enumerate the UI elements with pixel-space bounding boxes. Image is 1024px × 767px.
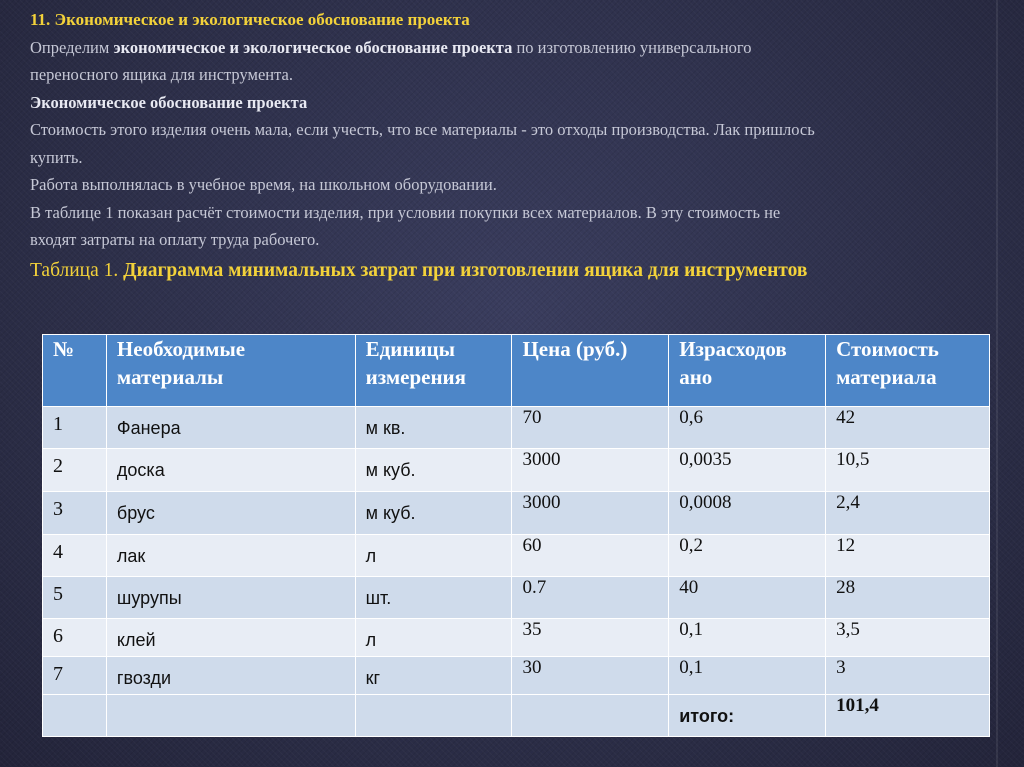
cell-number: 2: [43, 449, 107, 492]
cell-used: 0,0035: [669, 449, 826, 492]
intro-line-2: переносного ящика для инструмента.: [30, 65, 293, 84]
slide-heading: 11. Экономическое и экологическое обоснование проекта: [30, 10, 470, 29]
cell-cost: 42: [826, 407, 990, 449]
cell-empty: [355, 695, 512, 737]
cell-price: 60: [512, 535, 669, 577]
table-total-row: [43, 695, 990, 737]
table-caption: [30, 256, 1000, 286]
cell-material: гвозди: [106, 657, 355, 695]
cell-unit: м куб.: [355, 449, 512, 492]
cell-material: клей: [106, 619, 355, 657]
caption-bold: Диаграмма минимальных затрат при изготовлении ящика для инструментов: [123, 259, 808, 281]
cell-material: брус: [106, 492, 355, 535]
cell-cost: 3,5: [826, 619, 990, 657]
header-materials: Необходимые материалы: [106, 335, 355, 407]
para2: Работа выполнялась в учебное время, на школьном оборудовании.: [30, 175, 497, 194]
cell-empty: [43, 695, 107, 737]
cell-unit: м кв.: [355, 407, 512, 449]
header-units: Единицы измерения: [355, 335, 512, 407]
header-price: Цена (руб.): [512, 335, 669, 407]
header-cost: Стоимость материала: [826, 335, 990, 407]
cell-cost: 12: [826, 535, 990, 577]
slide-edge-decoration: [996, 0, 998, 767]
caption-prefix: Таблица 1.: [30, 259, 124, 281]
cell-empty: [106, 695, 355, 737]
cell-used: 0,1: [669, 657, 826, 695]
intro-suffix: по изготовлению универсального: [512, 37, 752, 57]
cell-cost: 2,4: [826, 492, 990, 535]
total-value: 101,4: [826, 695, 990, 737]
para3-line1: В таблице 1 показан расчёт стоимости изделия, при условии покупки всех материалов. В эту стоимость не: [30, 202, 781, 222]
cell-number: 3: [43, 492, 107, 535]
table-row: [43, 492, 990, 535]
cell-number: 5: [43, 577, 107, 619]
cell-used: 0,1: [669, 619, 826, 657]
cell-used: 0,2: [669, 535, 826, 577]
slide-text: [30, 6, 1000, 286]
cell-number: 4: [43, 535, 107, 577]
para1-line1: Стоимость этого изделия очень мала, если учесть, что все материалы - это отходы производства. Лак пришлось: [30, 120, 815, 139]
para3-line2: входят затраты на оплату труда рабочего.: [30, 230, 320, 249]
cell-unit: л: [355, 535, 512, 577]
cell-cost: 3: [826, 657, 990, 695]
cell-price: 3000: [512, 449, 669, 492]
subheading: Экономическое обоснование проекта: [30, 92, 308, 112]
table-row: [43, 657, 990, 695]
cell-material: шурупы: [106, 577, 355, 619]
cell-price: 0.7: [512, 577, 669, 619]
cell-number: 1: [43, 407, 107, 449]
cell-unit: л: [355, 619, 512, 657]
cell-cost: 28: [826, 577, 990, 619]
cell-unit: м куб.: [355, 492, 512, 535]
cell-price: 3000: [512, 492, 669, 535]
table-header-row: [43, 335, 990, 407]
table-row: [43, 619, 990, 657]
cell-material: доска: [106, 449, 355, 492]
materials-table: [42, 334, 990, 737]
cell-number: 7: [43, 657, 107, 695]
table-row: [43, 535, 990, 577]
cell-unit: шт.: [355, 577, 512, 619]
cell-empty: [512, 695, 669, 737]
cell-used: 0,0008: [669, 492, 826, 535]
table-row: [43, 407, 990, 449]
cell-cost: 10,5: [826, 449, 990, 492]
table-row: [43, 449, 990, 492]
cell-price: 30: [512, 657, 669, 695]
cell-material: Фанера: [106, 407, 355, 449]
cell-material: лак: [106, 535, 355, 577]
cell-price: 35: [512, 619, 669, 657]
header-number: №: [43, 335, 107, 407]
para1-line2: купить.: [30, 147, 83, 167]
cell-number: 6: [43, 619, 107, 657]
intro-prefix: Определим: [30, 37, 114, 57]
header-used: Израсходов ано: [669, 335, 826, 407]
cell-used: 40: [669, 577, 826, 619]
intro-bold: экономическое и экологическое обоснование проекта: [113, 37, 513, 57]
cell-unit: кг: [355, 657, 512, 695]
intro-paragraph: [30, 34, 1000, 62]
total-label: итого:: [669, 695, 826, 737]
cell-price: 70: [512, 407, 669, 449]
cell-used: 0,6: [669, 407, 826, 449]
table-row: [43, 577, 990, 619]
